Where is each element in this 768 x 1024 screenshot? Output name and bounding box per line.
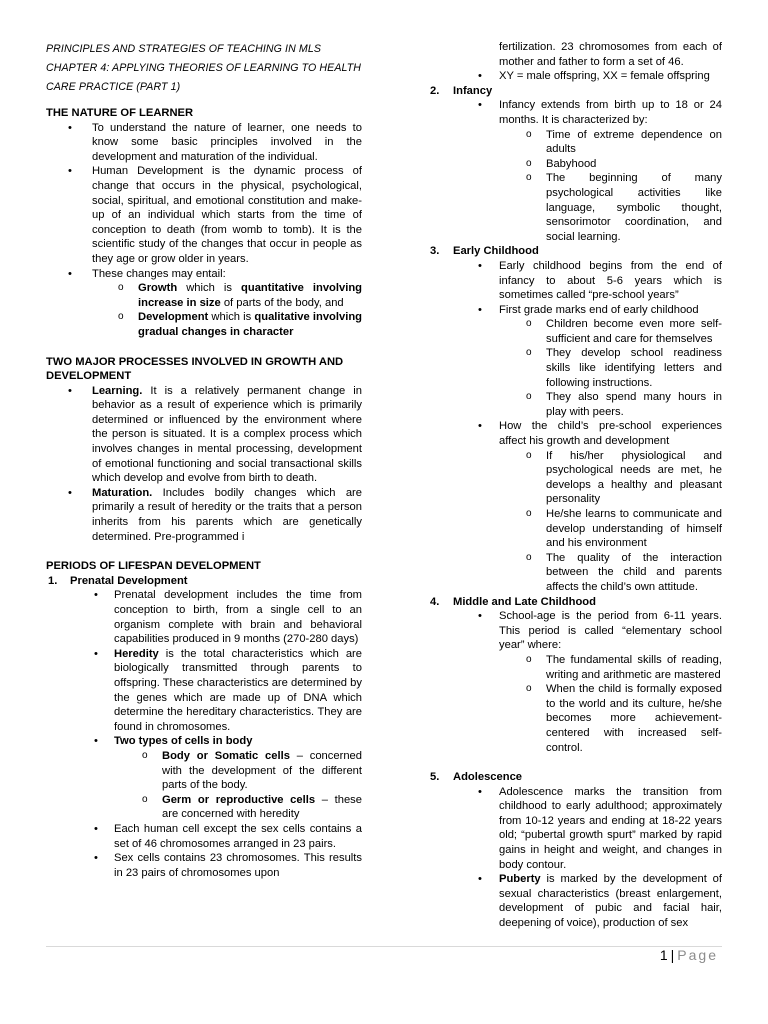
germ-cells-text: – these are concerned with heredity xyxy=(162,793,362,821)
body-cells-term: Body or Somatic cells xyxy=(162,749,290,762)
sub-list-item: o He/she learns to communicate and develop understanding of himself and his environment xyxy=(430,507,722,551)
list-item: • These changes may entail: xyxy=(46,267,362,282)
period-number: 4. xyxy=(430,595,440,608)
period-number: 2. xyxy=(430,84,440,97)
sub-list-item: o The quality of the interaction between the child and parents affects the child’s own attitude. xyxy=(430,551,722,595)
footer-divider xyxy=(46,946,722,947)
sub-list-item: o When the child is formally exposed to the world and its culture, he/she becomes more achievement-centered with increased self-control. xyxy=(430,682,722,755)
maturation-term: Maturation. xyxy=(92,486,153,499)
dev-term: Development xyxy=(138,311,209,324)
period-heading-early-childhood xyxy=(430,244,722,259)
prenatal-list xyxy=(46,588,362,880)
document-header xyxy=(46,40,362,97)
learning-term: Learning. xyxy=(92,384,143,397)
list-item: • First grade marks end of early childhood xyxy=(430,303,722,318)
infancy-list xyxy=(430,98,722,244)
sub-list-item: o They also spend many hours in play with peers. xyxy=(430,390,722,419)
period-heading-adolescence xyxy=(430,770,722,785)
period-title: Early Childhood xyxy=(453,245,539,258)
prenatal-list-continued xyxy=(430,40,722,84)
list-item: • XY = male offspring, XX = female offspring xyxy=(430,69,722,84)
sub-list-item-body-cells xyxy=(46,749,362,793)
early-childhood-list xyxy=(430,259,722,595)
list-item-continued: fertilization. 23 chromosomes from each of mother and father to form a set of 46. xyxy=(499,41,722,68)
growth-mid: which is xyxy=(177,282,242,295)
adolescence-list xyxy=(430,785,722,931)
period-title: Middle and Late Childhood xyxy=(453,595,596,608)
sub-list-item: o The fundamental skills of reading, writing and arithmetic are mastered xyxy=(430,653,722,682)
growth-end: of parts of the body, and xyxy=(220,296,344,309)
germ-cells-term: Germ or reproductive cells xyxy=(162,793,316,806)
sub-list-item: o They develop school readiness skills like identifying letters and following instructions. xyxy=(430,346,722,390)
header-line-1: PRINCIPLES AND STRATEGIES OF TEACHING IN MLS xyxy=(46,43,321,55)
period-title: Adolescence xyxy=(453,771,523,784)
body-cells-text: – concerned with the development of the different parts of the body. xyxy=(162,749,362,792)
sub-list-item: o The beginning of many psychological activities like language, symbolic thought, sensorimotor coordination, and social learning. xyxy=(430,171,722,244)
period-heading-middle-childhood xyxy=(430,595,722,610)
sub-list-item: o Babyhood xyxy=(430,157,722,172)
list-item-heredity xyxy=(46,647,362,735)
left-column xyxy=(46,40,362,880)
page-label: Page xyxy=(677,947,718,963)
sub-list-item: o Children become even more self-sufficient and care for themselves xyxy=(430,317,722,346)
growth-term: Growth xyxy=(138,282,178,295)
dev-mid: which is xyxy=(208,311,255,324)
right-column xyxy=(430,40,722,931)
page-number: 1 xyxy=(659,947,668,963)
list-item-two-types xyxy=(46,734,362,749)
list-item: • Infancy extends from birth up to 18 or 24 months. It is characterized by: xyxy=(430,98,722,127)
list-item: • Adolescence marks the transition from childhood to early adulthood; approximately from 10-12 years and ending at 18-22 years old; “pubertal growth spurt” marked by rapid gains in height and weight, and changes in body contour. xyxy=(430,785,722,873)
sub-list-item-development xyxy=(46,310,362,339)
nature-list xyxy=(46,121,362,340)
list-item: • Human Development is the dynamic process of change that occurs in the physical, psychological, social, spiritual, and emotional constitution and make-up of an individual which starts from the time of conception to death (from womb to tomb). It is the scientific study of the changes that occur in people as they age or grow older in years. xyxy=(46,164,362,266)
processes-list xyxy=(46,384,362,545)
period-title: Infancy xyxy=(453,84,493,97)
heredity-term: Heredity xyxy=(114,647,159,660)
growth-bold: quantitative involving increase in size xyxy=(138,282,362,309)
sub-list-item: o Time of extreme dependence on adults xyxy=(430,128,722,157)
list-item: • Prenatal development includes the time from conception to birth, from a single cell to an organism complete with brain and behavioral capabilities produced in 9 months (270-280 days) xyxy=(46,588,362,646)
two-types-label: Two types of cells in body xyxy=(114,735,253,748)
sub-list-item-growth xyxy=(46,281,362,310)
sub-list-item: o If his/her physiological and psychological needs are met, he develops a healthy and pleasant personality xyxy=(430,449,722,507)
list-item: • Each human cell except the sex cells contains a set of 46 chromosomes arranged in 23 pairs. xyxy=(46,822,362,851)
period-number: 1. xyxy=(48,574,58,587)
maturation-text: Includes bodily changes which are primarily a result of heredity or the traits that a person inherits from his parents which are genetically determined. Pre-programmed i xyxy=(92,486,362,543)
period-number: 5. xyxy=(430,771,440,784)
list-item-learning xyxy=(46,384,362,486)
list-item: • How the child’s pre-school experiences affect his growth and development xyxy=(430,419,722,448)
section-title-periods: PERIODS OF LIFESPAN DEVELOPMENT xyxy=(46,560,261,573)
section-title-nature: THE NATURE OF LEARNER xyxy=(46,107,194,119)
header-line-3: CARE PRACTICE (PART 1) xyxy=(46,81,181,93)
header-line-2: CHAPTER 4: APPLYING THEORIES OF LEARNING TO HEALTH xyxy=(46,62,362,74)
period-number: 3. xyxy=(430,245,440,258)
period-heading-infancy xyxy=(430,84,722,99)
page-separator: | xyxy=(670,947,675,963)
learning-text: It is a relatively permanent change in behavior as a result of experience which is primarily determined or influenced by the environment where the person is situated. It is a complex process which involves changes in mental processing, development of emotional functioning and social transactional skills which develop and evolve from birth to death. xyxy=(92,384,362,485)
list-item: • School-age is the period from 6-11 years. This period is called “elementary school year” where: xyxy=(430,609,722,653)
section-title-processes: TWO MAJOR PROCESSES INVOLVED IN GROWTH AND DEVELOPMENT xyxy=(46,355,344,383)
period-title: Prenatal Development xyxy=(70,574,188,587)
list-item: • To understand the nature of learner, one needs to know some basic principles involved in the development and maturation of the individual. xyxy=(46,121,362,165)
puberty-text: is marked by the development of sexual characteristics (breast enlargement, development of pubic and facial hair, deepening of voice), production of sex xyxy=(499,873,722,930)
puberty-term: Puberty xyxy=(499,873,541,886)
list-item: • Sex cells contains 23 chromosomes. This results in 23 pairs of chromosomes upon xyxy=(46,851,362,880)
dev-bold: qualitative involving gradual changes in character xyxy=(138,311,362,338)
list-item-maturation xyxy=(46,486,362,544)
list-item: • Early childhood begins from the end of infancy to about 5-6 years which is sometimes called “pre-school years” xyxy=(430,259,722,303)
list-item-puberty xyxy=(430,872,722,930)
page-number-footer xyxy=(660,948,718,963)
middle-childhood-list xyxy=(430,609,722,755)
heredity-text: is the total characteristics which are biologically transmitted through parents to offspring. These characteristics are determined by the genes which are made up of DNA which determine the hereditary characteristics. They are found in chromosomes. xyxy=(114,647,362,733)
sub-list-item-germ-cells xyxy=(46,793,362,822)
period-heading-prenatal xyxy=(46,574,362,589)
